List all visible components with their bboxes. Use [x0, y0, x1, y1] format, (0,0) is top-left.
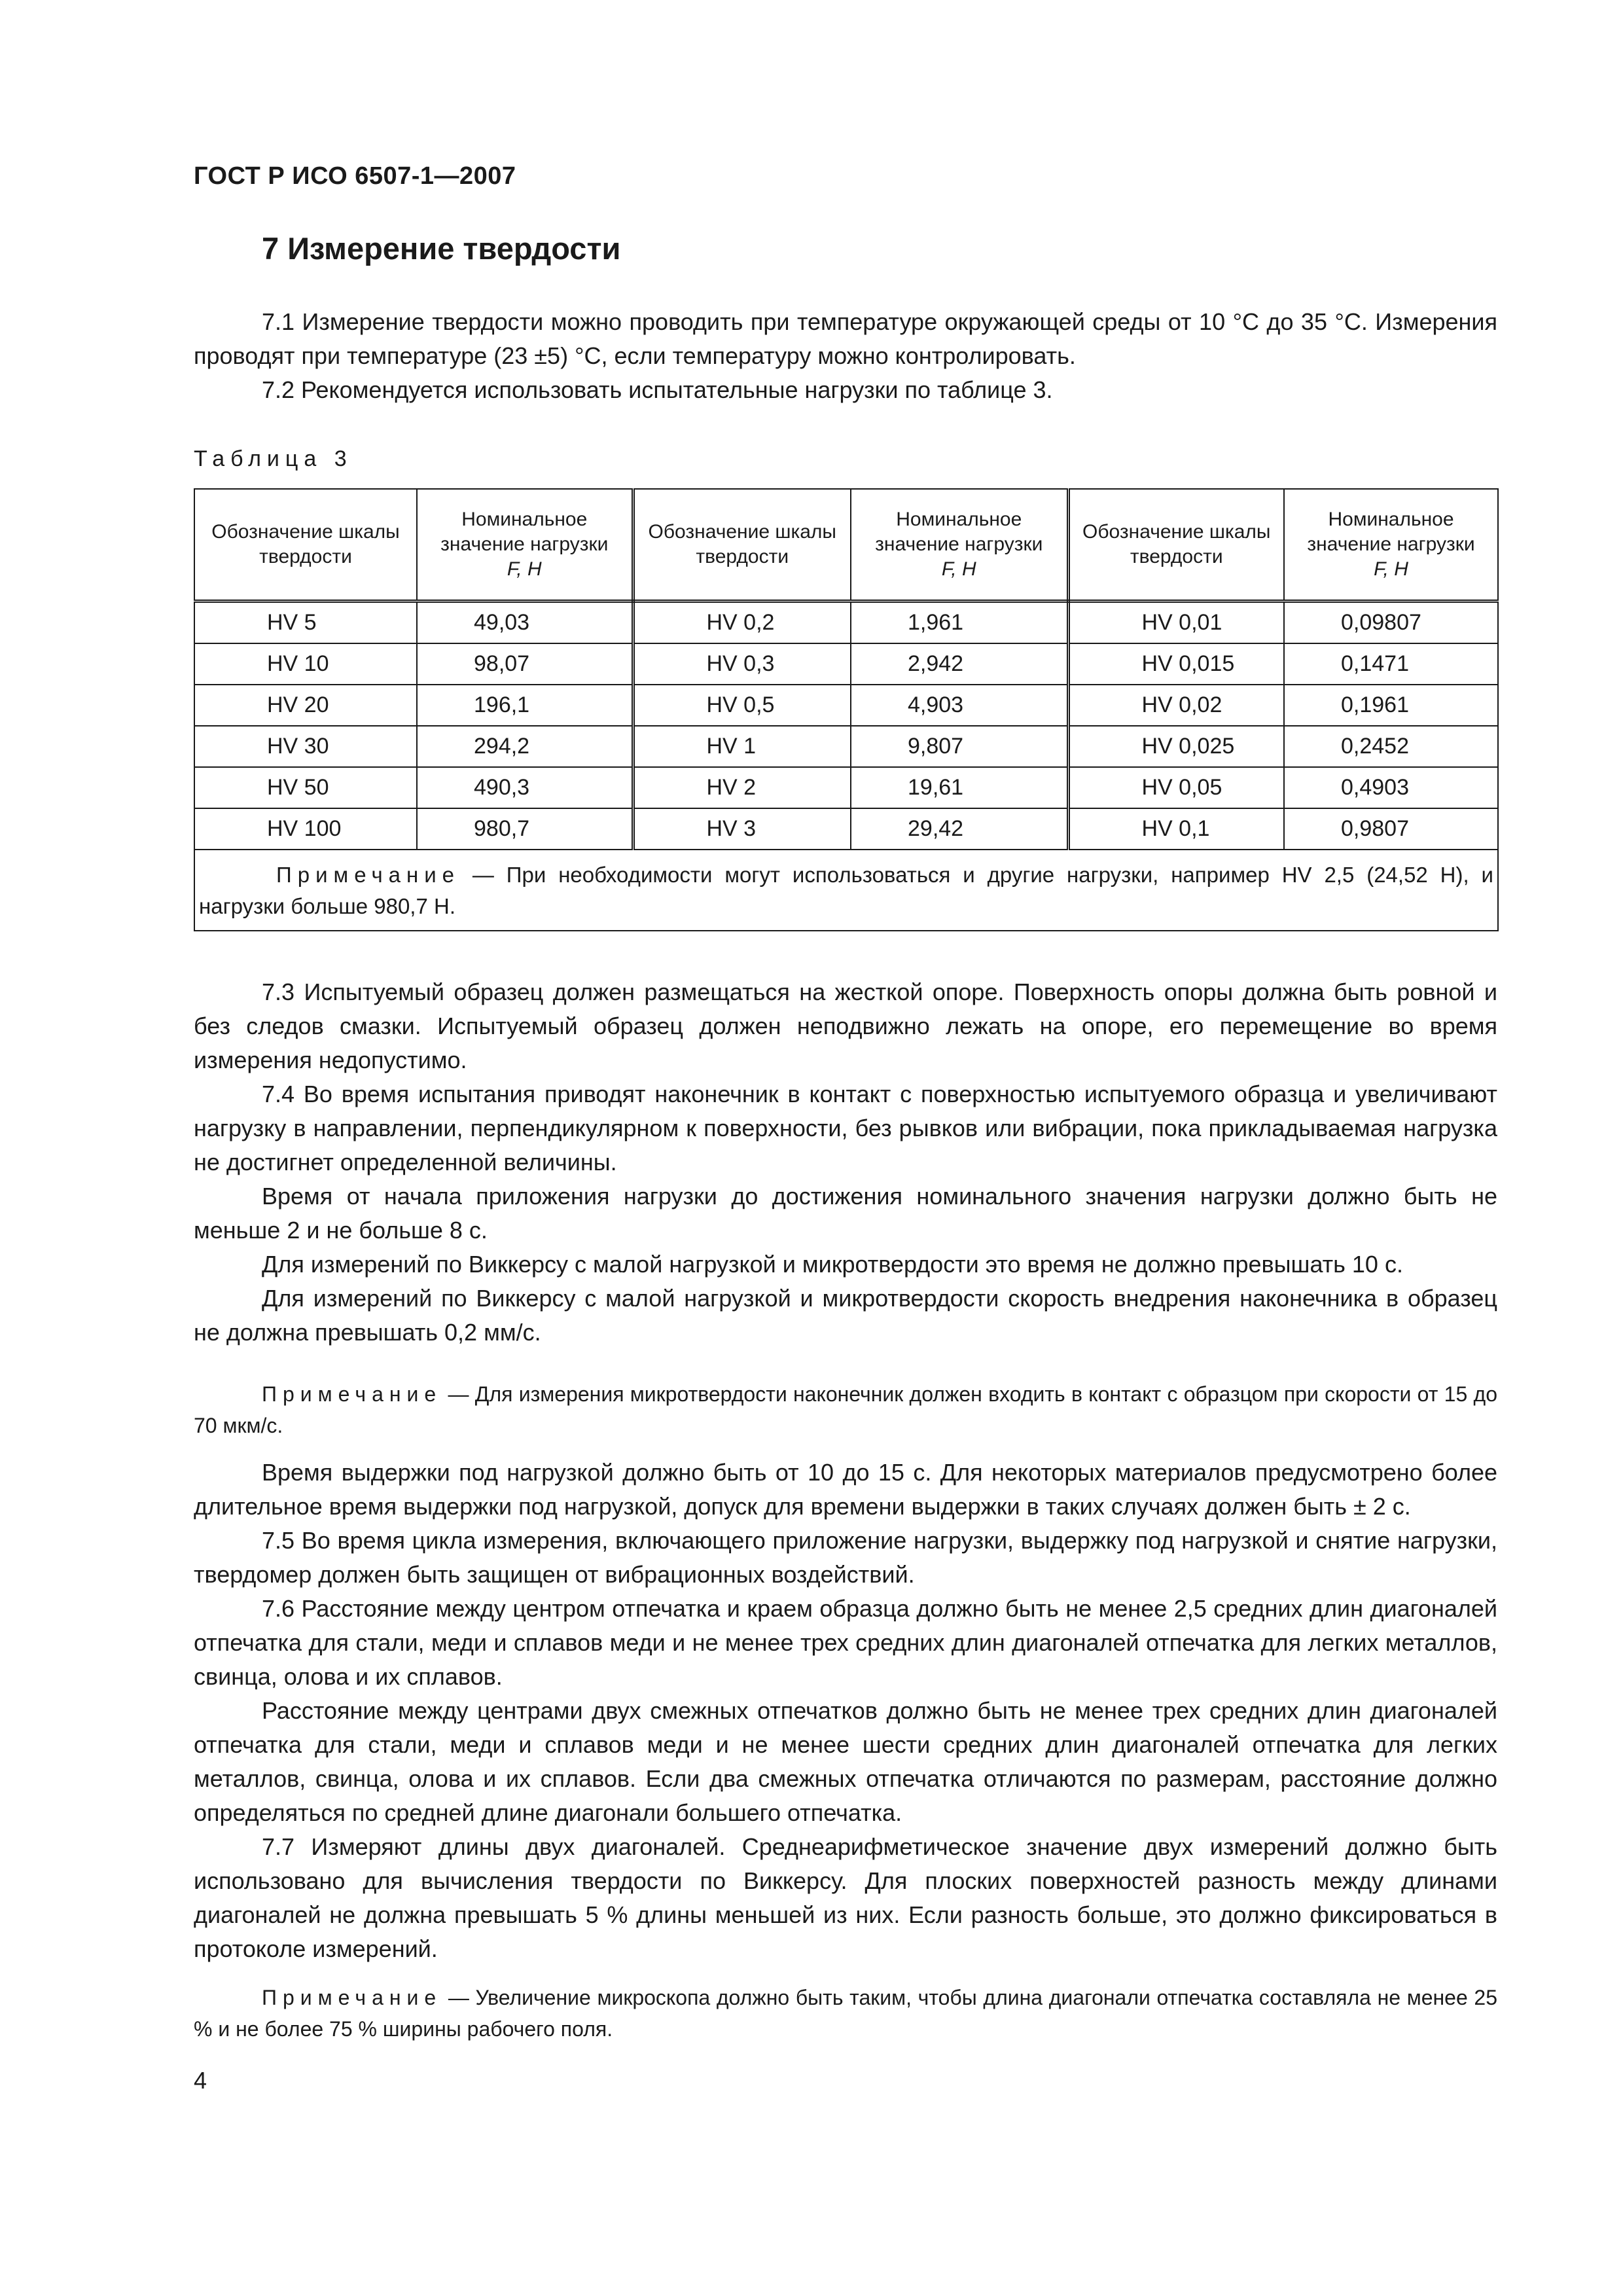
table-note	[194, 850, 1498, 931]
note-text: — Увеличение микроскопа должно быть таким, чтобы длина диагонали отпечатка составляла не менее 25 % и не более 75 % ширины рабочего поля.	[194, 1986, 1497, 2041]
table-cell: HV 50	[194, 767, 417, 808]
table-row	[194, 643, 1498, 685]
table-cell: 1,961	[851, 601, 1068, 644]
table-cell: HV 5	[194, 601, 417, 644]
paragraph-7-4: 7.4 Во время испытания приводят наконечник в контакт с поверхностью испытуемого образца и увеличивают нагрузку в направлении, перпендикулярном к поверхности, без рывков или вибрации, пока прикладываемая нагрузка не достигнет определенной величины.	[194, 1081, 1497, 1175]
table-cell: 9,807	[851, 726, 1068, 767]
header-scale-2: Обозначение шкалы твердости	[633, 489, 851, 601]
table-cell: HV 0,2	[633, 601, 851, 644]
table-cell: 0,1471	[1284, 643, 1498, 685]
paragraph-indentation-speed: Для измерений по Виккерсу с малой нагрузкой и микротвердости скорость внедрения наконечника в образец не должна превышать 0,2 мм/с.	[194, 1285, 1497, 1346]
table-cell: HV 0,01	[1068, 601, 1284, 644]
table-cell: 49,03	[417, 601, 633, 644]
table-cell: HV 1	[633, 726, 851, 767]
paragraphs-mid	[194, 975, 1497, 1350]
table-cell: 0,2452	[1284, 726, 1498, 767]
table-row	[194, 601, 1498, 644]
table-cell: HV 3	[633, 808, 851, 850]
table-cell: 0,9807	[1284, 808, 1498, 850]
paragraph-7-6: 7.6 Расстояние между центром отпечатка и краем образца должно быть не менее 2,5 средних длин диагоналей отпечатка для стали, меди и сплавов меди и не менее трех средних длин диагоналей отпечатка для легких металлов, свинца, олова и их сплавов.	[194, 1595, 1497, 1690]
page-number: 4	[194, 2067, 207, 2094]
table-caption: Таблица 3	[194, 446, 353, 471]
table-cell: 980,7	[417, 808, 633, 850]
note-label: Примечание	[262, 1986, 442, 2009]
table-cell: HV 0,05	[1068, 767, 1284, 808]
table-cell: HV 100	[194, 808, 417, 850]
paragraph-7-3: 7.3 Испытуемый образец должен размещаться на жесткой опоре. Поверхность опоры должна быть ровной и без следов смазки. Испытуемый образец должен неподвижно лежать на опоре, его перемещение во время измерения недопустимо.	[194, 978, 1497, 1073]
table-cell: HV 0,02	[1068, 685, 1284, 726]
table-cell: HV 2	[633, 767, 851, 808]
paragraph-indent-spacing: Расстояние между центрами двух смежных отпечатков должно быть не менее трех средних длин диагоналей отпечатка для стали, меди и сплавов меди и не менее шести средних длин диагоналей отпечатка для легких металлов, свинца, олова и их сплавов. Если два смежных отпечатка отличаются по размерам, расстояние должно определяться по средней длине диагонали большего отпечатка.	[194, 1697, 1497, 1826]
note-text: — Для измерения микротвердости наконечник должен входить в контакт с образцом при скорости от 15 до 70 мкм/с.	[194, 1382, 1498, 1437]
paragraphs-bottom	[194, 1456, 1497, 1966]
header-load-3: Номинальное значение нагрузки F, Н	[1284, 489, 1498, 601]
header-load-2: Номинальное значение нагрузки F, Н	[851, 489, 1068, 601]
header-scale-1: Обозначение шкалы твердости	[194, 489, 417, 601]
table-cell: 0,1961	[1284, 685, 1498, 726]
paragraph-7-1: 7.1 Измерение твердости можно проводить при температуре окружающей среды от 10 °C до 35 °C. Измерения проводят при температуре (23 ±5) °C, если температуру можно контролировать.	[194, 308, 1497, 369]
header-load-1: Номинальное значение нагрузки F, Н	[417, 489, 633, 601]
paragraph-7-2: 7.2 Рекомендуется использовать испытательные нагрузки по таблице 3.	[262, 376, 1053, 403]
table-cell: 29,42	[851, 808, 1068, 850]
table-note-row	[194, 850, 1498, 931]
table-note-label: Примечание	[276, 863, 461, 887]
table-cell: HV 0,3	[633, 643, 851, 685]
paragraph-loading-time: Время от начала приложения нагрузки до достижения номинального значения нагрузки должно быть не меньше 2 и не больше 8 с.	[194, 1183, 1497, 1244]
table-row	[194, 808, 1498, 850]
table-cell: HV 0,025	[1068, 726, 1284, 767]
note-contact-speed	[194, 1378, 1497, 1441]
table-cell: HV 0,5	[633, 685, 851, 726]
table-cell: HV 30	[194, 726, 417, 767]
table-cell: 98,07	[417, 643, 633, 685]
table-row	[194, 726, 1498, 767]
table-cell: HV 20	[194, 685, 417, 726]
table-cell: 0,4903	[1284, 767, 1498, 808]
note-label: Примечание	[262, 1382, 442, 1406]
paragraph-7-5: 7.5 Во время цикла измерения, включающего приложение нагрузки, выдержку под нагрузкой и снятие нагрузки, твердомер должен быть защищен от вибрационных воздействий.	[194, 1527, 1497, 1588]
note-microscope	[194, 1982, 1497, 2045]
hardness-loads-table	[194, 488, 1499, 931]
table-cell: 0,09807	[1284, 601, 1498, 644]
table-cell: 294,2	[417, 726, 633, 767]
paragraph-7-7: 7.7 Измеряют длины двух диагоналей. Среднеарифметическое значение двух измерений должно быть использовано для вычисления твердости по Виккерсу. Для плоских поверхностей разность между длинами диагоналей не должна превышать 5 % длины меньшей из них. Если разность больше, это должно фиксироваться в протоколе измерений.	[194, 1833, 1497, 1962]
paragraphs-top	[194, 305, 1497, 407]
table-row	[194, 767, 1498, 808]
table-cell: 490,3	[417, 767, 633, 808]
paragraph-microhardness-time: Для измерений по Виккерсу с малой нагрузкой и микротвердости это время не должно превышать 10 с.	[262, 1251, 1403, 1278]
table-header-row	[194, 489, 1498, 601]
table-cell: HV 10	[194, 643, 417, 685]
table-cell: 2,942	[851, 643, 1068, 685]
table-note-text: — При необходимости могут использоваться и другие нагрузки, например HV 2,5 (24,52 Н), и нагрузки больше 980,7 Н.	[199, 863, 1493, 918]
document-header: ГОСТ Р ИСО 6507-1—2007	[194, 162, 516, 190]
section-title: 7 Измерение твердости	[262, 231, 621, 266]
table-cell: HV 0,1	[1068, 808, 1284, 850]
table-cell: 196,1	[417, 685, 633, 726]
table-cell: 19,61	[851, 767, 1068, 808]
table-cell: HV 0,015	[1068, 643, 1284, 685]
paragraph-dwell-time: Время выдержки под нагрузкой должно быть от 10 до 15 с. Для некоторых материалов предусмотрено более длительное время выдержки под нагрузкой, допуск для времени выдержки в таких случаях должен быть ± 2 с.	[194, 1459, 1497, 1520]
table-row	[194, 685, 1498, 726]
table-cell: 4,903	[851, 685, 1068, 726]
header-scale-3: Обозначение шкалы твердости	[1068, 489, 1284, 601]
